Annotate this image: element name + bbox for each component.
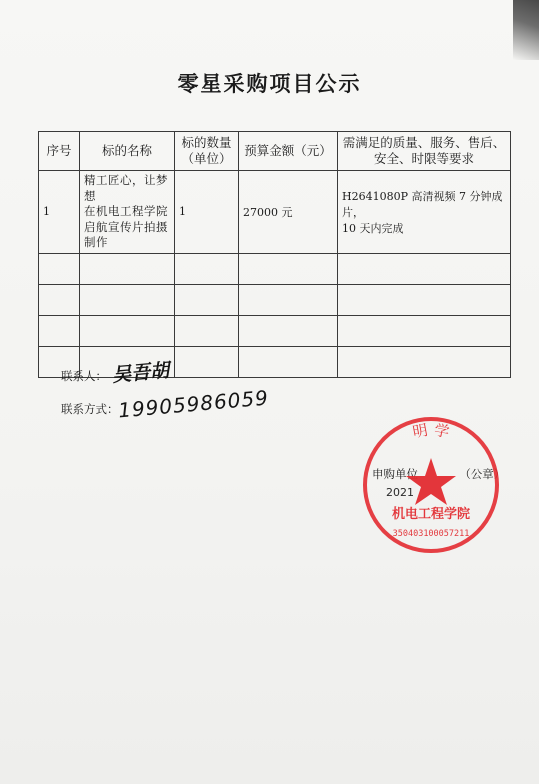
header-quantity-line2: （单位） [181,151,232,166]
seal-top-text: 明 学 [411,420,451,442]
cell-name-line: 在机电工程学院 [84,204,168,218]
photo-edge-shadow [513,0,539,60]
cell-name-line: 制作 [84,235,108,249]
header-no: 序号 [39,132,80,171]
cell-name [80,171,175,254]
empty-table-row [39,315,511,346]
contact-person-label: 联系人： [61,369,107,383]
empty-table-row [39,346,511,377]
header-budget: 预算金额（元） [239,132,338,171]
empty-table-row [39,284,511,315]
header-requirements [338,132,511,171]
seal-date-partial: 2021 [386,486,414,499]
header-requirements-line2: 安全、时限等要求 [373,151,474,166]
applicant-unit-label: 申购单位 [372,467,418,481]
cell-budget: 27000 元 [239,171,338,254]
table-header-row [39,132,511,171]
svg-text:明 学 [411,421,451,441]
empty-table-row [39,253,511,284]
seal-organization-name: 机电工程学院 [391,507,471,522]
header-quantity-line1: 标的数量 [181,135,232,150]
cell-requirements-line2: 10 天内完成 [342,221,404,235]
seal-code: 350403100057211 [392,529,470,539]
header-requirements-line1: 需满足的质量、服务、售后、 [342,135,506,150]
header-name: 标的名称 [80,132,175,171]
cell-requirements [338,171,511,254]
cell-requirements-line1: H2641080P 高清视频 7 分钟成片， [342,189,503,219]
contact-phone-handwritten: 19905986059 [117,385,270,423]
header-quantity [175,132,239,171]
cell-quantity: 1 [175,171,239,254]
cell-name-line: 启航宣传片拍摄 [84,219,168,234]
page-title: 零星采购项目公示 [177,71,362,96]
official-seal-suffix: （公章） [459,467,506,481]
contact-phone-label: 联系方式： [61,402,119,416]
cell-no: 1 [39,171,80,254]
procurement-table [38,131,511,378]
contact-person-signature: 吴吾胡 [111,359,170,387]
official-seal-stamp [356,410,506,560]
table-row [39,171,511,254]
cell-name-line: 精工匠心，让梦想 [84,173,168,203]
